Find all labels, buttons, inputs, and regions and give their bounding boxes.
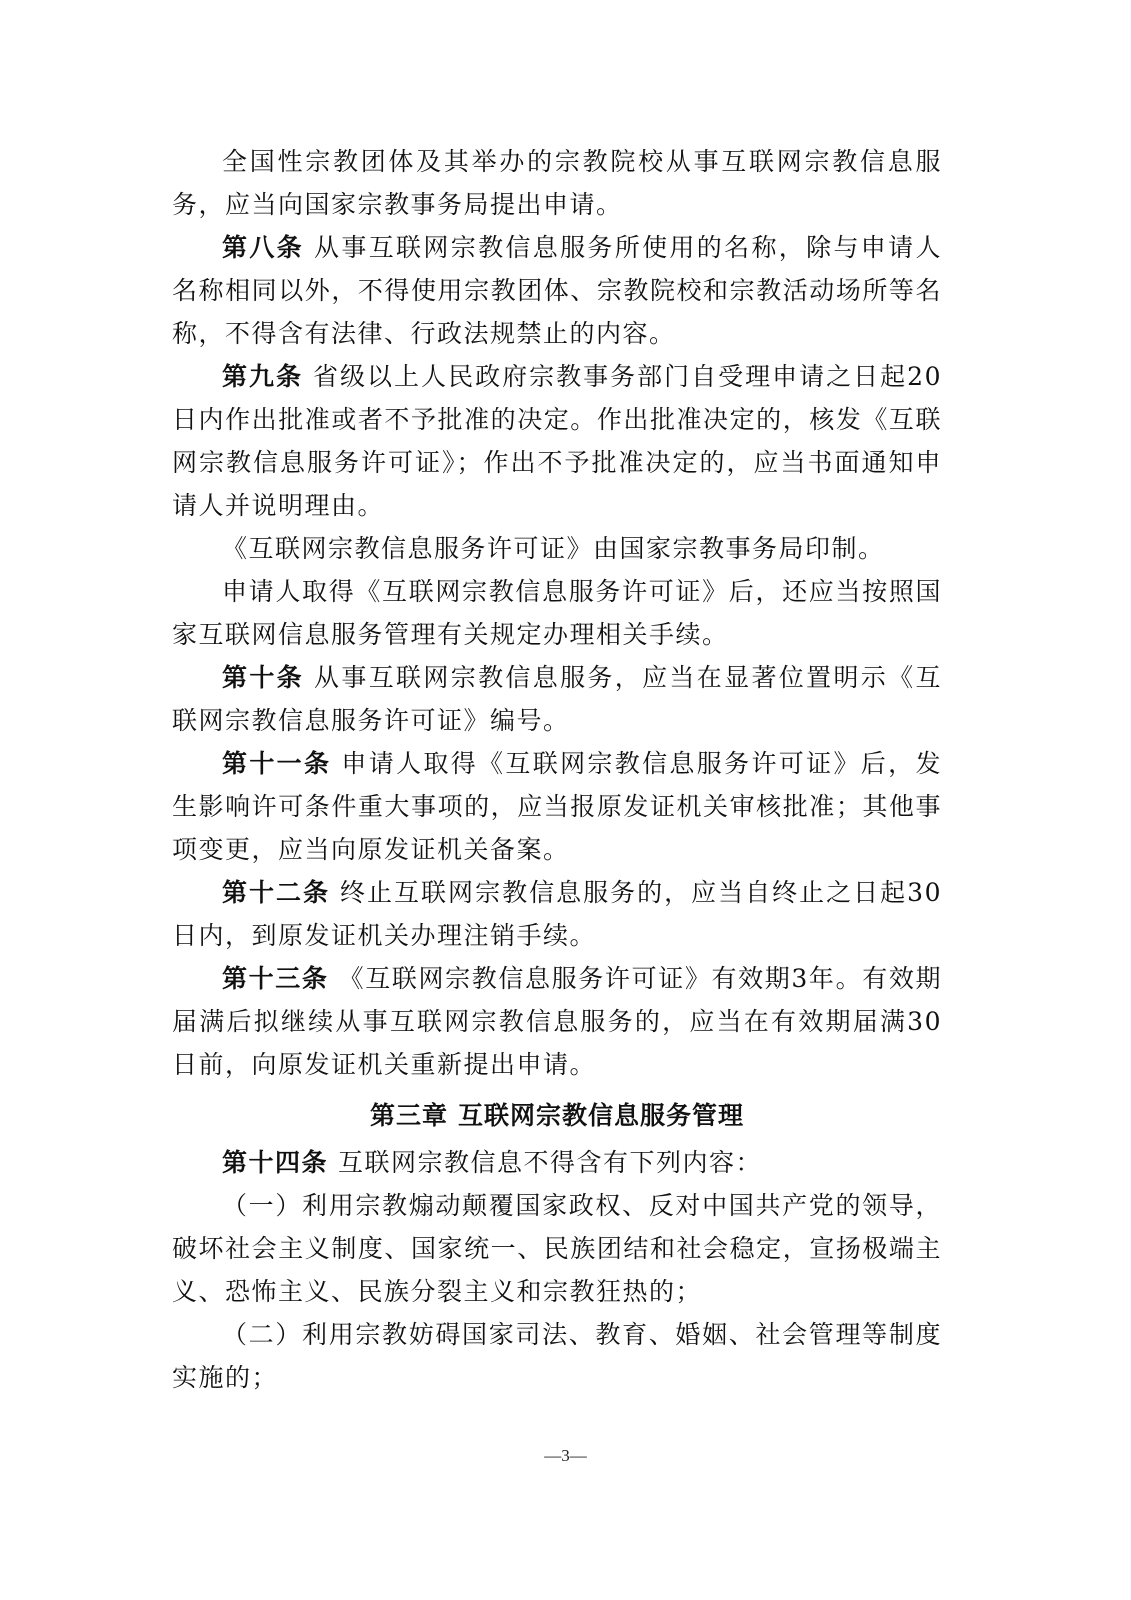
article-12 bbox=[172, 871, 942, 957]
paragraph-license-printing bbox=[172, 527, 942, 570]
article-8 bbox=[172, 226, 942, 355]
paragraph-text: 互联网宗教信息不得含有下列内容： bbox=[338, 1148, 763, 1177]
paragraph-text: 从事互联网宗教信息服务所使用的名称，除与申请人名称相同以外，不得使用宗教团体、宗教院校和宗教活动场所等名称，不得含有法律、行政法规禁止的内容。 bbox=[172, 233, 942, 348]
chapter-number: 第三章 bbox=[369, 1101, 448, 1130]
article-label: 第九条 bbox=[222, 362, 304, 391]
list-item-two bbox=[172, 1313, 942, 1399]
paragraph-text: 全国性宗教团体及其举办的宗教院校从事互联网宗教信息服务，应当向国家宗教事务局提出申请。 bbox=[172, 147, 942, 219]
article-14 bbox=[172, 1141, 942, 1184]
paragraph-text: 申请人取得《互联网宗教信息服务许可证》后，还应当按照国家互联网信息服务管理有关规定办理相关手续。 bbox=[172, 577, 942, 649]
chapter-heading bbox=[172, 1094, 942, 1137]
list-item-one bbox=[172, 1184, 942, 1313]
page-number: —3— bbox=[544, 1446, 587, 1465]
article-label: 第十四条 bbox=[222, 1148, 329, 1177]
paragraph-text: 从事互联网宗教信息服务，应当在显著位置明示《互联网宗教信息服务许可证》编号。 bbox=[172, 663, 942, 735]
article-label: 第十条 bbox=[222, 663, 305, 692]
paragraph-text: 省级以上人民政府宗教事务部门自受理申请之日起20日内作出批准或者不予批准的决定。作出批准决定的，核发《互联网宗教信息服务许可证》；作出不予批准决定的，应当书面通知申请人并说明理由。 bbox=[172, 362, 942, 520]
chapter-title: 互联网宗教信息服务管理 bbox=[458, 1101, 745, 1130]
article-13 bbox=[172, 957, 942, 1086]
document-body bbox=[172, 140, 942, 1399]
paragraph-text: 申请人取得《互联网宗教信息服务许可证》后，发生影响许可条件重大事项的，应当报原发证机关审核批准；其他事项变更，应当向原发证机关备案。 bbox=[172, 749, 942, 864]
article-label: 第八条 bbox=[222, 233, 305, 262]
paragraph-text: 《互联网宗教信息服务许可证》有效期3年。有效期届满后拟继续从事互联网宗教信息服务的，应当在有效期届满30日前，向原发证机关重新提出申请。 bbox=[172, 964, 942, 1079]
paragraph-text: （二）利用宗教妨碍国家司法、教育、婚姻、社会管理等制度实施的； bbox=[172, 1320, 942, 1392]
article-label: 第十一条 bbox=[222, 749, 332, 778]
article-11 bbox=[172, 742, 942, 871]
article-9 bbox=[172, 355, 942, 527]
article-10 bbox=[172, 656, 942, 742]
article-label: 第十三条 bbox=[222, 964, 329, 993]
paragraph-national-bodies bbox=[172, 140, 942, 226]
paragraph-text: 终止互联网宗教信息服务的，应当自终止之日起30日内，到原发证机关办理注销手续。 bbox=[172, 878, 942, 950]
paragraph-text: 《互联网宗教信息服务许可证》由国家宗教事务局印制。 bbox=[222, 534, 885, 563]
paragraph-text: （一）利用宗教煽动颠覆国家政权、反对中国共产党的领导，破坏社会主义制度、国家统一、民族团结和社会稳定，宣扬极端主义、恐怖主义、民族分裂主义和宗教狂热的； bbox=[172, 1191, 942, 1306]
article-label: 第十二条 bbox=[222, 878, 331, 907]
paragraph-license-procedures bbox=[172, 570, 942, 656]
